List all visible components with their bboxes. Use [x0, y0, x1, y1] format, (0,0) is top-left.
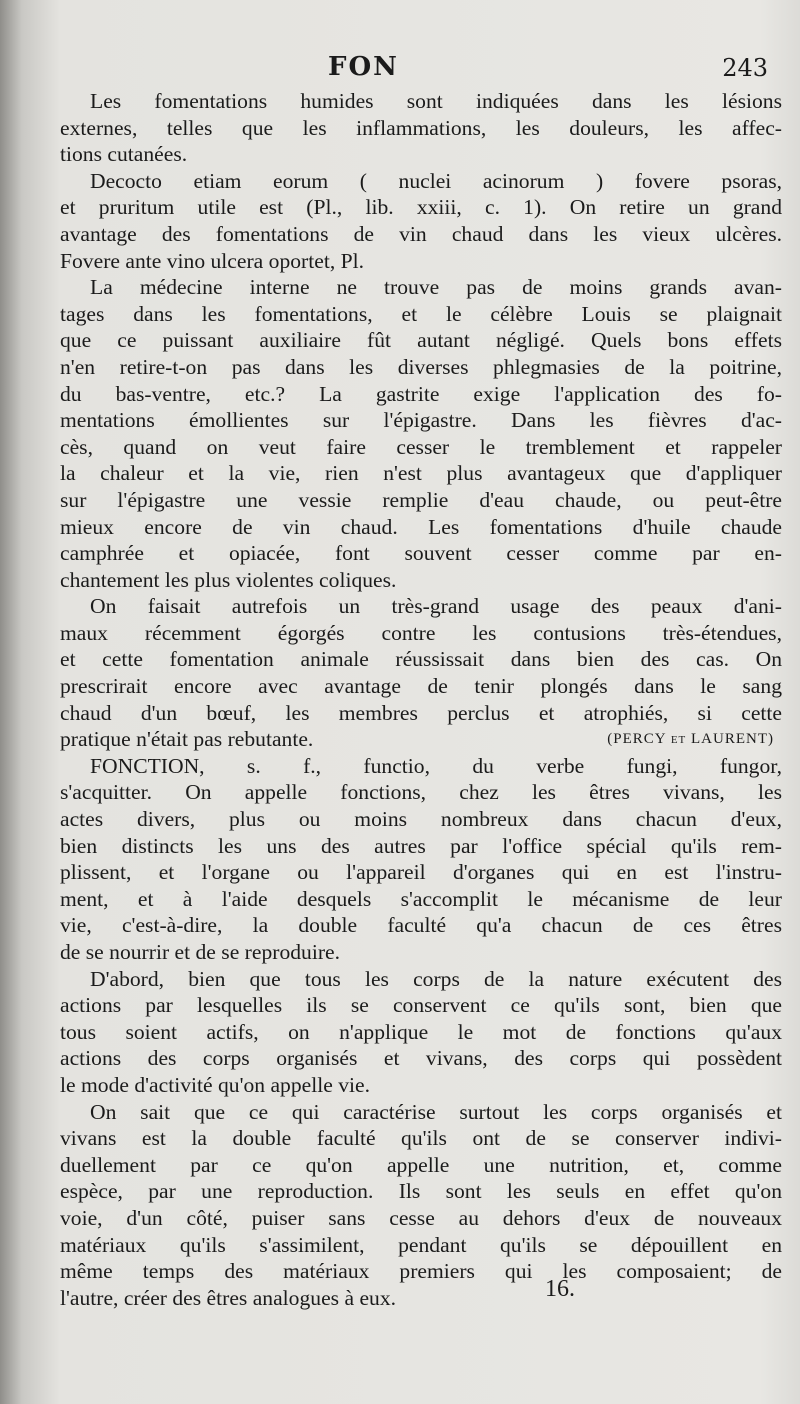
text-line: du bas-ventre, etc.? La gastrite exige l'application des fo- — [60, 381, 782, 406]
page-number: 243 — [722, 54, 768, 82]
body-text — [60, 88, 782, 1311]
text-line: s'acquitter. On appelle fonctions, chez les êtres vivans, les — [60, 780, 782, 805]
text-line: actions des corps organisés et vivans, des corps qui possèdent — [60, 1046, 782, 1071]
text-line: ment, et à l'aide desquels s'accomplit le mécanisme de leur — [60, 886, 782, 911]
text-line: tous soient actifs, on n'applique le mot de fonctions qu'aux — [60, 1019, 782, 1044]
text-line: cès, quand on veut faire cesser le tremblement et rappeler — [60, 434, 782, 459]
text-line: que ce puissant auxiliaire fût autant négligé. Quels bons effets — [60, 328, 782, 353]
text-line: D'abord, bien que tous les corps de la nature exécutent des — [90, 966, 782, 991]
running-head — [58, 52, 778, 92]
text-line: Decocto etiam eorum ( nuclei acinorum ) fovere psoras, — [90, 168, 782, 193]
paragraph — [60, 168, 782, 274]
text-line: chantement les plus violentes coliques. — [60, 567, 397, 592]
text-line: et cette fomentation animale réussissait dans bien des cas. On — [60, 647, 782, 672]
text-line: espèce, par une reproduction. Ils sont les seuls en effet qu'on — [60, 1179, 782, 1204]
text-line: de se nourrir et de se reproduire. — [60, 940, 341, 964]
text-line: le mode d'activité qu'on appelle vie. — [60, 1072, 370, 1097]
paragraph — [60, 274, 782, 593]
text-line: avantage des fomentations de vin chaud dans les vieux ulcères. — [60, 221, 782, 246]
author-credit: (PERCY et LAURENT) — [607, 731, 774, 748]
text-line: l'autre, créer des êtres analogues à eux. — [60, 1285, 397, 1310]
text-line: chaud d'un bœuf, les membres perclus et atrophiés, si cette — [60, 700, 782, 725]
text-line: voie, d'un côté, puiser sans cesse au dehors d'eux de nouveaux — [60, 1205, 782, 1230]
text-line: duellement par ce qu'on appelle une nutrition, et, comme — [60, 1152, 782, 1177]
text-line: FONCTION, s. f., functio, du verbe fungi, fungor, — [90, 753, 782, 778]
text-line: la chaleur et la vie, rien n'est plus avantageux que d'appliquer — [60, 461, 782, 486]
text-line: Les fomentations humides sont indiquées dans les lésions — [90, 89, 782, 113]
text-line: tions cutanées. — [60, 142, 188, 167]
text-line: prescrirait encore avec avantage de tenir plongés dans le sang — [60, 674, 782, 699]
text-line: pratique n'était pas rebutante. (PERCY et LAURENT) — [60, 727, 774, 752]
signature-mark: 16. — [545, 1276, 575, 1302]
text-line: mieux encore de vin chaud. Les fomentations d'huile chaude — [60, 514, 782, 539]
text-line: actes divers, plus ou moins nombreux dans chacun d'eux, — [60, 807, 782, 832]
text-line: n'en retire-t-on pas dans les diverses phlegmasies de la poitrine, — [60, 354, 782, 379]
text-line: vivans est la double faculté qu'ils ont de se conserver indivi- — [60, 1126, 782, 1151]
text-line: camphrée et opiacée, font souvent cesser comme par en- — [60, 541, 782, 566]
text-line: Fovere ante vino ulcera oportet, Pl. — [60, 248, 365, 273]
paragraph — [60, 1099, 782, 1312]
text-line: externes, telles que les inflammations, les douleurs, les affec- — [60, 115, 782, 140]
paragraph — [60, 88, 782, 168]
text-line: et pruritum utile est (Pl., lib. xxiii, c. 1). On retire un grand — [60, 195, 782, 220]
text-line: sur l'épigastre une vessie remplie d'eau chaude, ou peut-être — [60, 487, 782, 512]
text-line: On faisait autrefois un très-grand usage des peaux d'ani- — [90, 594, 782, 619]
text-line: vie, c'est-à-dire, la double faculté qu'a chacun de ces êtres — [60, 913, 782, 938]
text-line: La médecine interne ne trouve pas de moins grands avan- — [90, 275, 782, 300]
text-line: mentations émollientes sur l'épigastre. Dans les fièvres d'ac- — [60, 408, 782, 433]
text-line: même temps des matériaux premiers qui les composaient; de — [60, 1259, 782, 1284]
paragraph — [60, 593, 782, 753]
paragraph — [60, 753, 782, 966]
text-line: maux récemment égorgés contre les contusions très-étendues, — [60, 620, 782, 645]
paragraph — [60, 966, 782, 1099]
text-line: tages dans les fomentations, et le célèbre Louis se plaignait — [60, 301, 782, 326]
text-line: bien distincts les uns des autres par l'office spécial qu'ils rem- — [60, 833, 782, 858]
running-head-title: FON — [328, 52, 399, 82]
text-line: actions par lesquelles ils se conservent ce qu'ils sont, bien que — [60, 993, 782, 1018]
text-line: plissent, et l'organe ou l'appareil d'organes qui en est l'instru- — [60, 860, 782, 885]
text-line: matériaux qu'ils s'assimilent, pendant qu'ils se dépouillent en — [60, 1232, 782, 1257]
text-line: On sait que ce qui caractérise surtout les corps organisés et — [90, 1099, 782, 1124]
